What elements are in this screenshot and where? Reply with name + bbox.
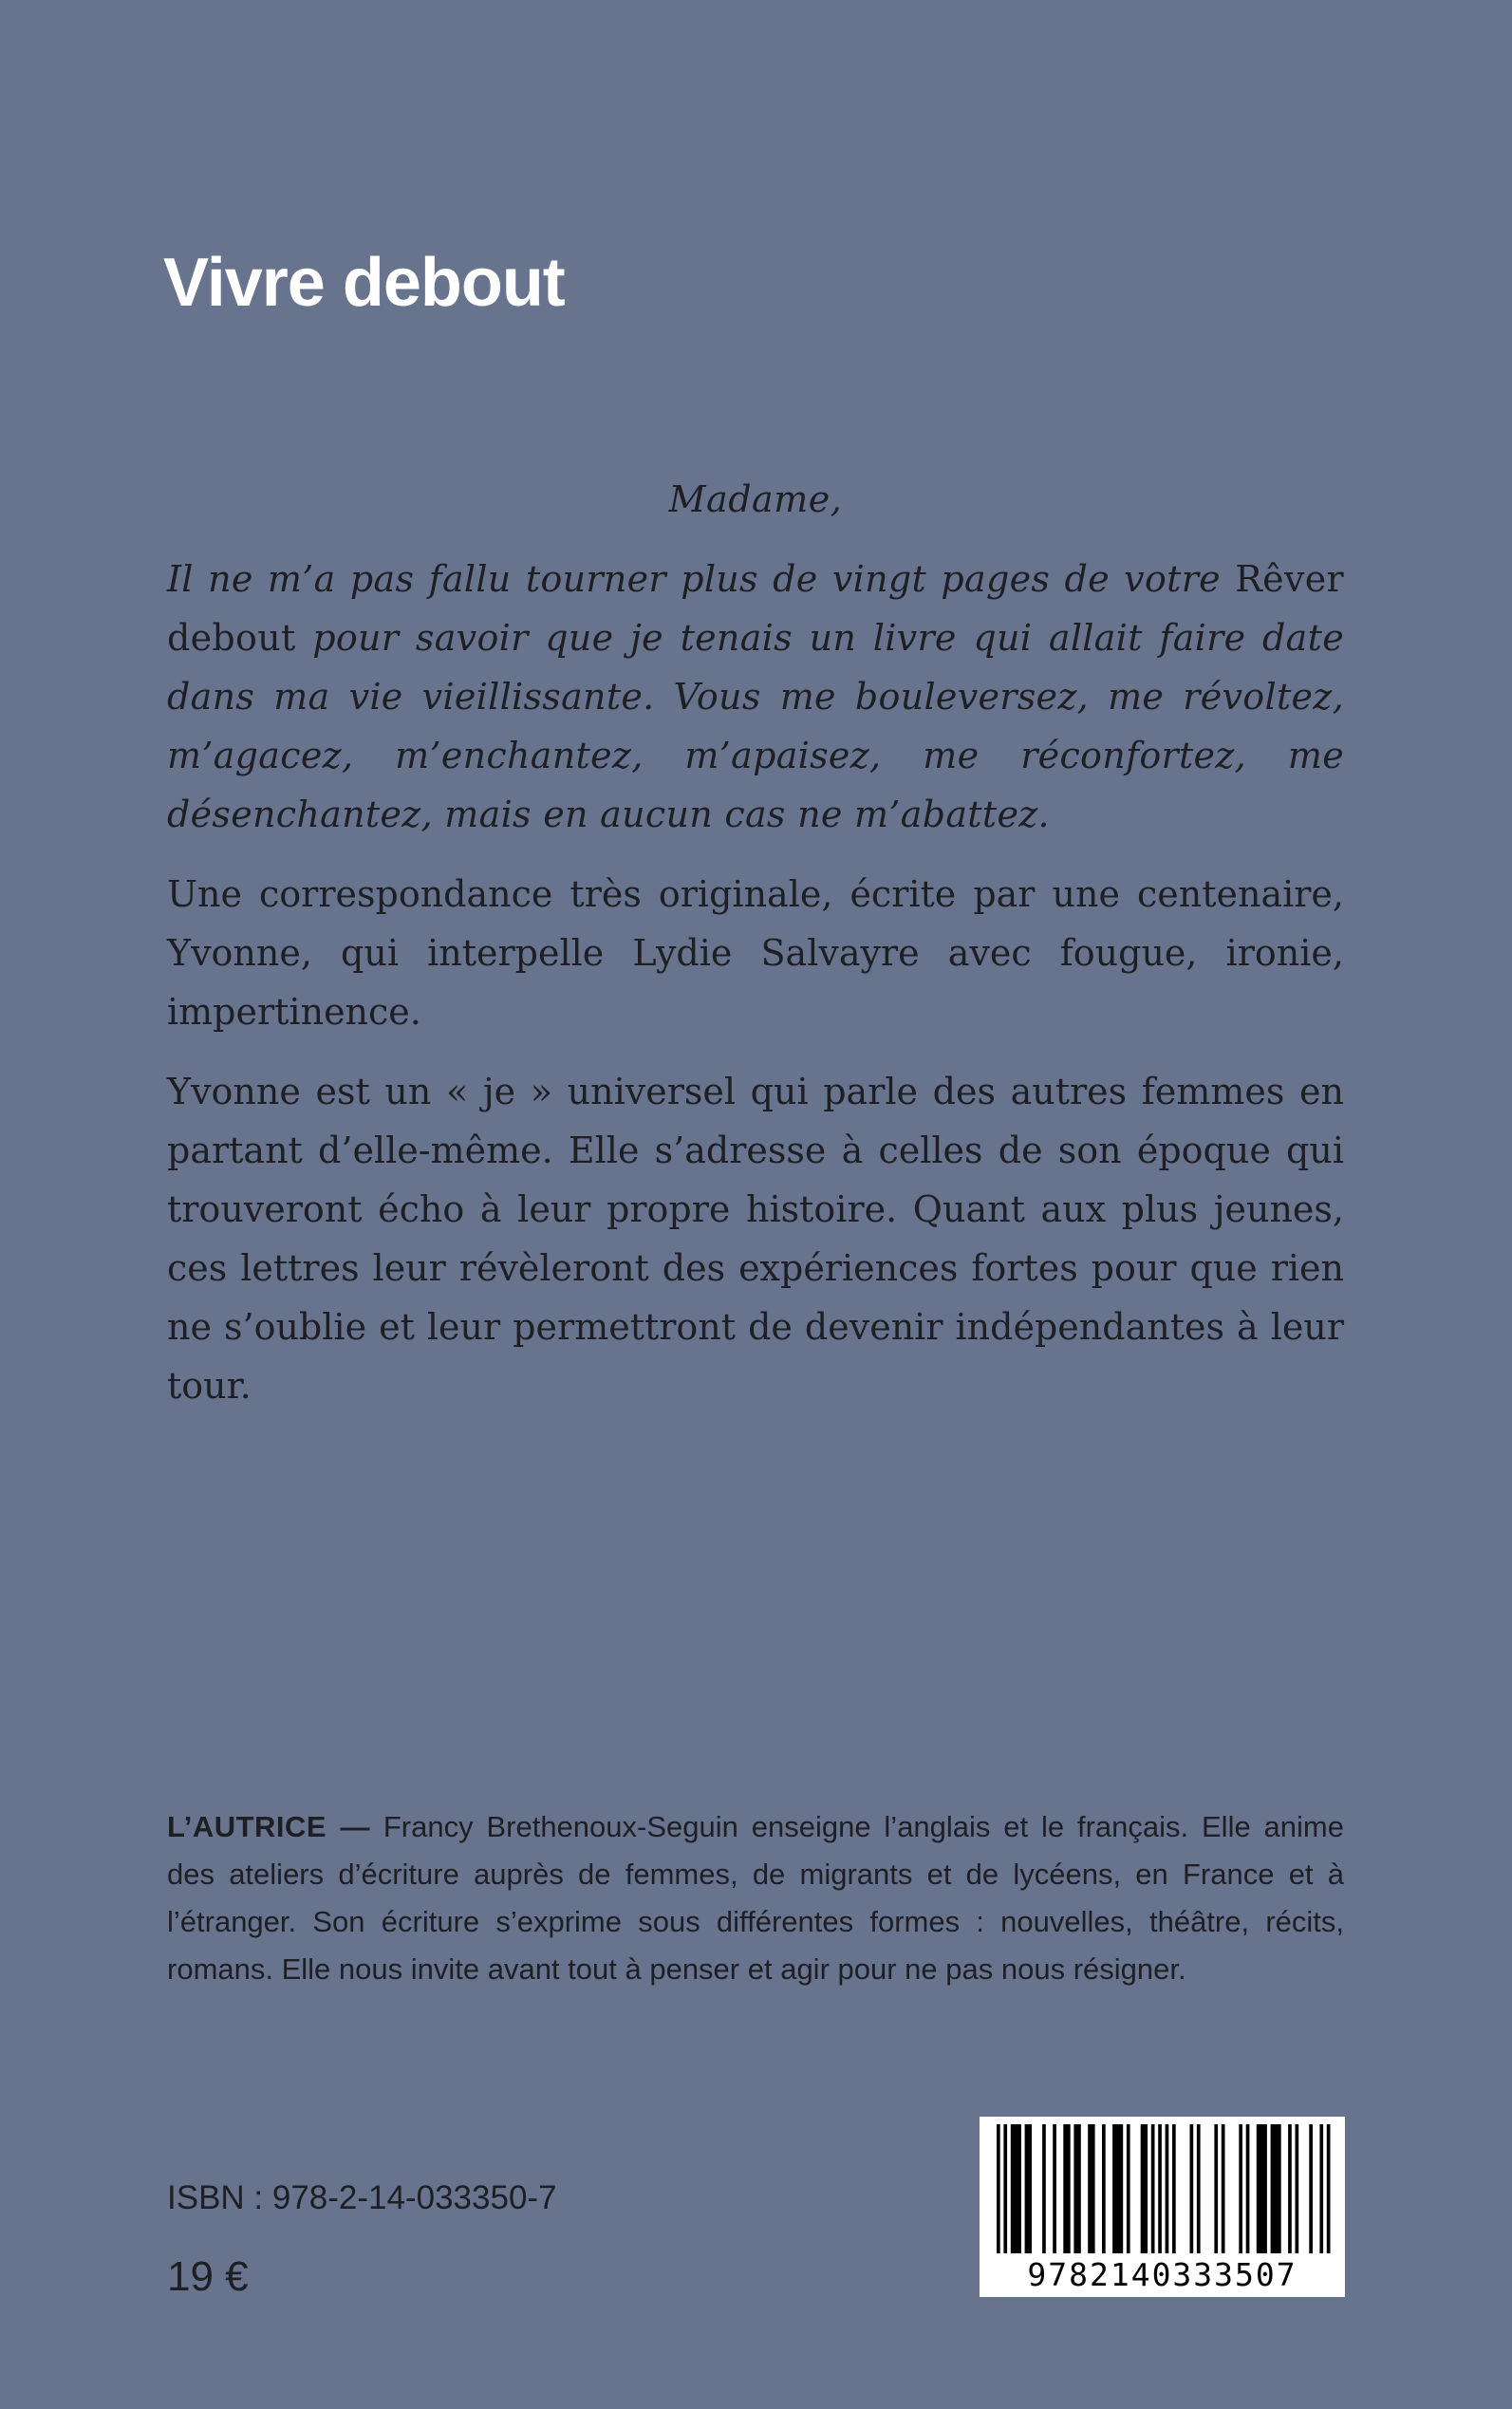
barcode-bars [980,2117,1345,2259]
barcode-bar-14 [1158,2124,1162,2253]
letter-quote [167,550,1344,844]
barcode-bar-29 [1327,2124,1331,2253]
barcode-bar-19 [1214,2124,1218,2253]
barcode-bar-23 [1257,2124,1267,2253]
barcode-bar-24 [1271,2124,1281,2253]
author-bio-text: Francy Brethenoux-Seguin enseigne l’anglais et le français. Elle anime des ateliers d’écriture auprès de femmes, de migrants et de lycéens, en France et à l’étranger. Son écriture s’exprime sous différentes formes : nouvelles, théâtre, récits, romans. Elle nous invite avant tout à penser et agir pour ne pas nous résigner. [167,1810,1344,1986]
barcode-bar-9 [1102,2124,1106,2253]
barcode-bar-18 [1197,2124,1201,2253]
barcode-bar-15 [1166,2124,1169,2253]
quote-text-part2: pour savoir que je tenais un livre qui allait faire date dans ma vie vieillissante. Vous me bouleversez, me révoltez, m’agacez, m’enchantez, m’apaisez, me réconfortez, me désenchantez, mais en aucun cas ne m’abattez. [167,617,1344,835]
letter-salutation: Madame, [668,478,843,520]
barcode-bar-4 [1042,2124,1046,2253]
blurb-paragraph-2: Yvonne est un « je » universel qui parle des autres femmes en partant d’elle-même. Elle s’adresse à celles de son époque qui trouveront écho à leur propre histoire. Quant aux plus jeunes, ces lettres leur révèleront des expériences fortes pour que rien ne s’oublie et leur permettront de devenir indépendantes à leur tour. [167,1071,1344,1407]
barcode-digits: 9782140333507 [1027,2256,1297,2293]
barcode-bar-3 [1025,2124,1032,2253]
barcode-bar-1 [1003,2124,1007,2253]
barcode-bar-26 [1296,2124,1299,2253]
barcode-bar-22 [1246,2124,1250,2253]
author-bio [167,1803,1344,1993]
barcode-bar-5 [1053,2124,1056,2253]
author-label: L’AUTRICE — [167,1810,370,1843]
barcode-bar-21 [1239,2124,1242,2253]
blurb-paragraph-1: Une correspondance très originale, écrite par une centenaire, Yvonne, qui interpelle Lydie Salvayre avec fougue, ironie, impertinence. [167,873,1344,1033]
quoted-book-title: Rêver debout [167,558,1344,659]
barcode-bar-17 [1190,2124,1194,2253]
price: 19 € [167,2253,249,2300]
barcode-bar-16 [1172,2124,1176,2253]
barcode-bar-10 [1112,2124,1123,2253]
book-title: Vivre debout [163,245,565,321]
barcode-bar-25 [1288,2124,1292,2253]
barcode-bar-27 [1309,2124,1313,2253]
barcode-bar-28 [1319,2124,1323,2253]
barcode-bar-11 [1127,2124,1130,2253]
isbn: ISBN : 978-2-14-033350-7 [167,2179,557,2216]
barcode-bar-8 [1088,2124,1094,2253]
barcode-bar-0 [997,2124,1000,2253]
barcode [980,2117,1345,2297]
barcode-bar-13 [1151,2124,1155,2253]
barcode-bar-2 [1011,2124,1021,2253]
barcode-bar-20 [1222,2124,1225,2253]
barcode-bar-12 [1141,2124,1148,2253]
barcode-bar-7 [1073,2124,1080,2253]
quote-text-part1: Il ne m’a pas fallu tourner plus de vingt pages de votre [167,558,1236,600]
back-cover-blurb [167,470,1344,1415]
barcode-bar-6 [1063,2124,1070,2253]
